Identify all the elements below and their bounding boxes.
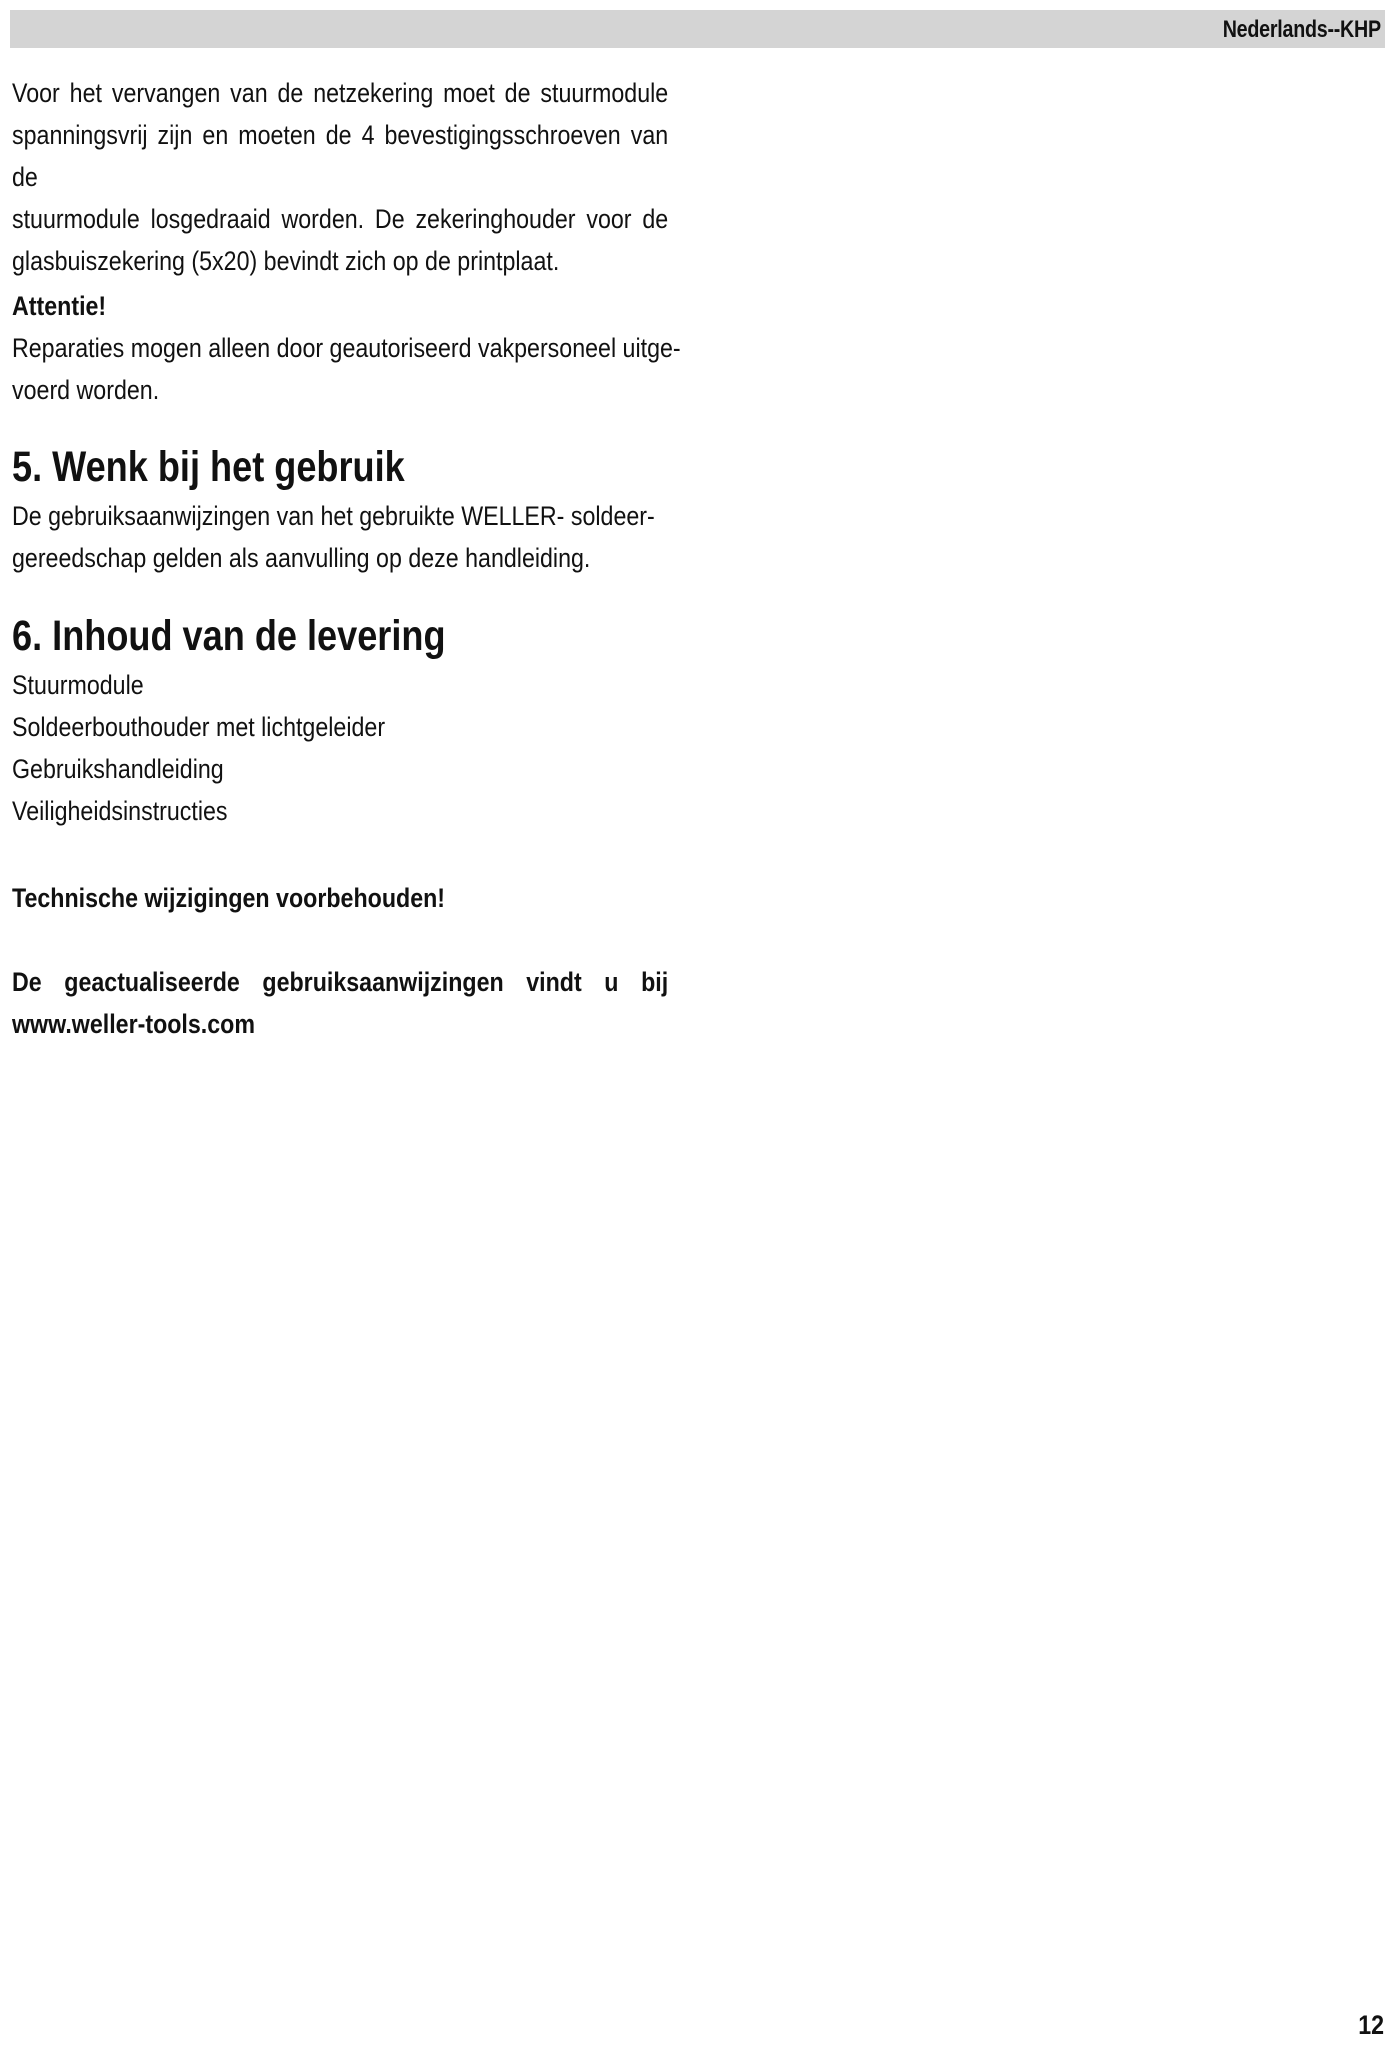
- section-5-heading: 5. Wenk bij het gebruik: [12, 443, 405, 491]
- section-5-paragraph: [12, 495, 668, 579]
- list-item: Stuurmodule: [12, 670, 144, 700]
- paragraph-line: stuurmodule losgedraaid worden. De zekeringhouder voor de: [12, 204, 669, 234]
- section-6-heading: 6. Inhoud van de levering: [12, 612, 446, 660]
- paragraph-line: spanningsvrij zijn en moeten de 4 bevestigingsschroeven van de: [12, 120, 669, 192]
- technical-changes-notice: [12, 877, 668, 919]
- attention-block: [12, 285, 681, 411]
- updated-instructions-block: [12, 961, 668, 1045]
- paragraph-line: voerd worden.: [12, 375, 160, 405]
- notice-text: Technische wijzigingen voorbehouden!: [12, 883, 446, 913]
- fuse-replacement-paragraph: [12, 72, 668, 282]
- paragraph-line: Reparaties mogen alleen door geautoriseerd vakpersoneel uitge-: [12, 333, 681, 363]
- paragraph-line: Voor het vervangen van de netzekering moet de stuurmodule: [12, 78, 669, 108]
- paragraph-line: De gebruiksaanwijzingen van het gebruikte WELLER- soldeer-: [12, 501, 655, 531]
- page-number: 12: [1358, 2010, 1384, 2040]
- delivery-contents-list: [12, 664, 668, 832]
- list-item: Gebruikshandleiding: [12, 754, 224, 784]
- header-language-label: Nederlands--KHP: [1222, 16, 1381, 43]
- website-link[interactable]: www.weller-tools.com: [12, 1009, 256, 1039]
- attention-title: Attentie!: [12, 291, 107, 321]
- paragraph-line: gereedschap gelden als aanvulling op deze handleiding.: [12, 543, 591, 573]
- paragraph-line: De geactualiseerde gebruiksaanwijzingen vindt u bij: [12, 967, 669, 997]
- header-bar: [10, 10, 1385, 48]
- list-item: Soldeerbouthouder met lichtgeleider: [12, 712, 386, 742]
- paragraph-line: glasbuiszekering (5x20) bevindt zich op de printplaat.: [12, 246, 560, 276]
- list-item: Veiligheidsinstructies: [12, 796, 228, 826]
